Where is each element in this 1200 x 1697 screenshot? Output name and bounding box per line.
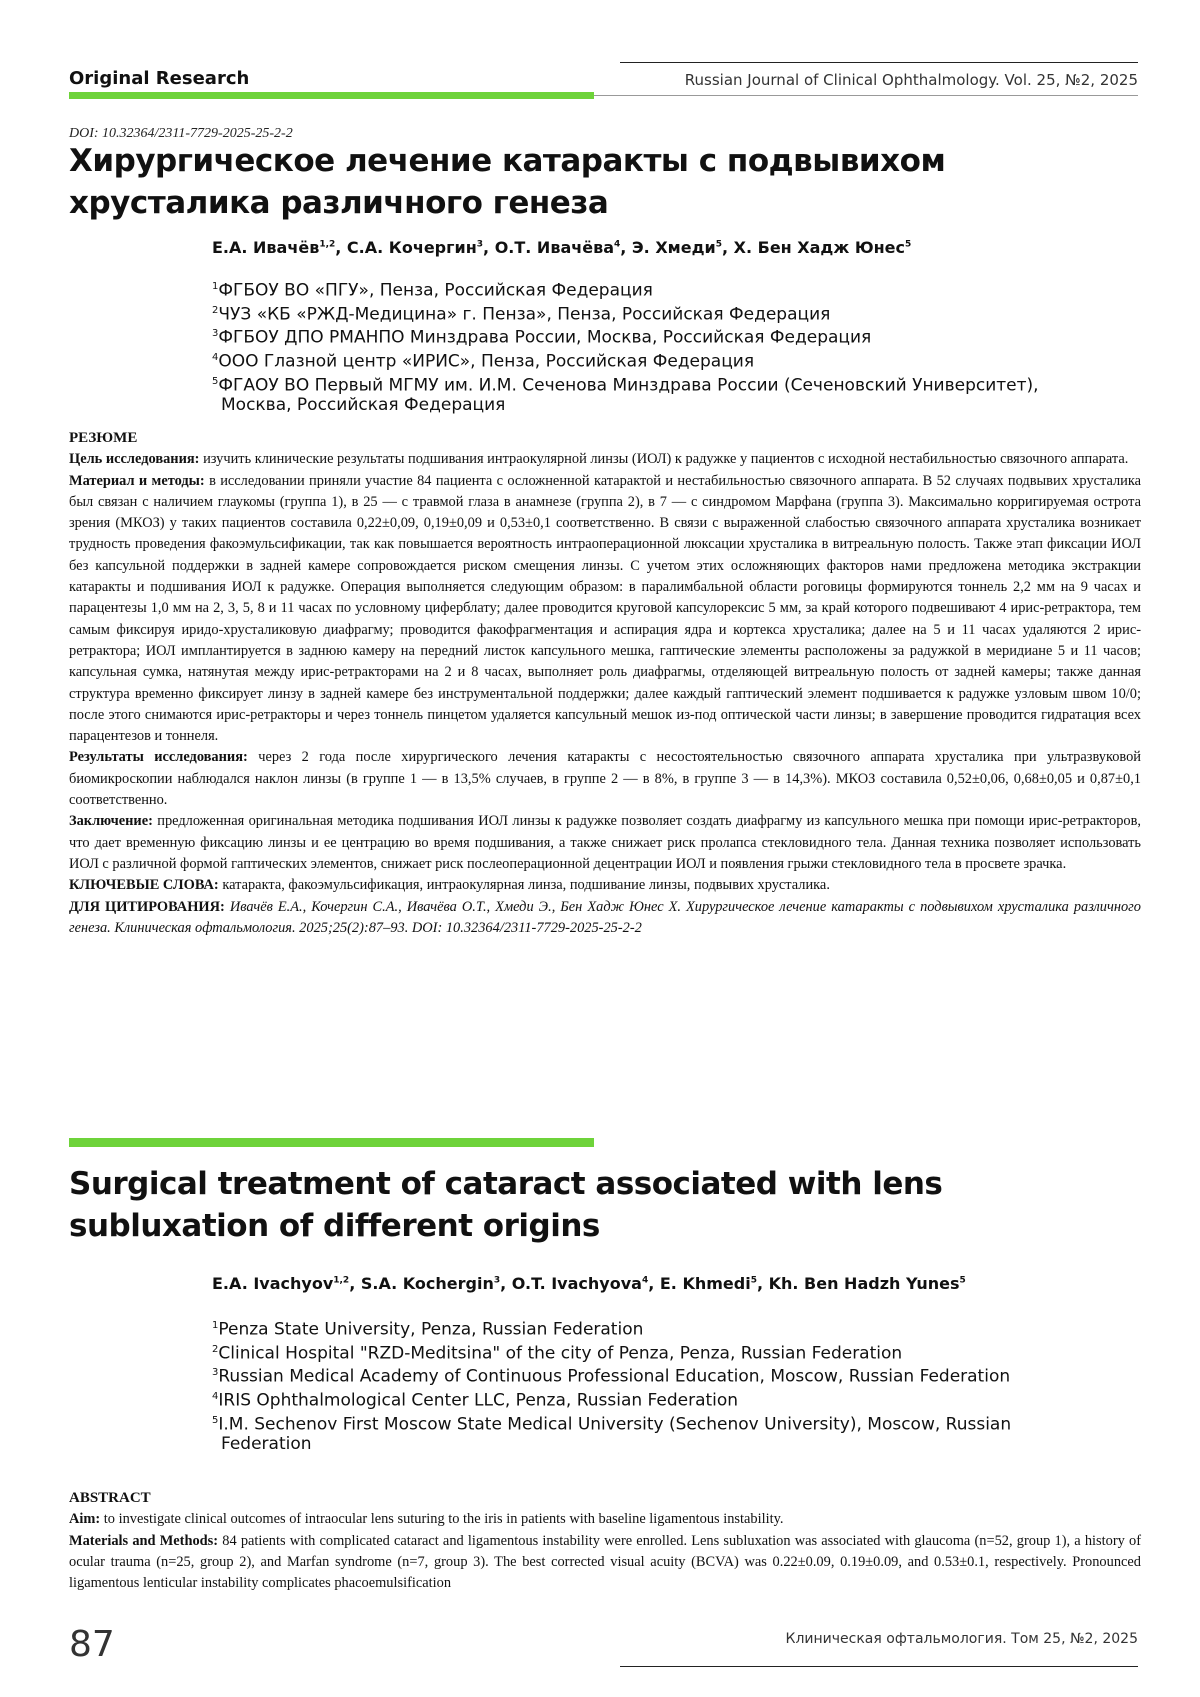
ru-keywords-text: катаракта, факоэмульсификация, интраокулярная линза, подшивание линзы, подвывих хрусталика. bbox=[222, 877, 830, 893]
ru-affiliations bbox=[212, 277, 1092, 415]
en-author bbox=[212, 1274, 349, 1293]
footer-rule bbox=[620, 1666, 1138, 1667]
en-affiliation-text: I.M. Sechenov First Moscow State Medical University (Sechenov University), Moscow, Russian Federation bbox=[218, 1414, 1011, 1454]
ru-author bbox=[632, 238, 722, 257]
ru-affiliation bbox=[212, 348, 1092, 372]
ru-cite-text: Ивачёв Е.А., Кочергин С.А., Ивачёва О.Т., Хмеди Э., Бен Хадж Юнес Х. Хирургическое лечение катаракты с подвывихом хрусталика различного генеза. Клиническая офтальмология. 2025;25(2):87–93. DOI: 10.32364/2311-7729-2025-25-2-2 bbox=[69, 899, 1141, 936]
ru-author-name: Е.А. Ивачёв bbox=[212, 238, 319, 257]
ru-abstract-heading: РЕЗЮМЕ bbox=[69, 428, 1141, 449]
ru-abstract bbox=[69, 428, 1141, 939]
en-aim bbox=[69, 1509, 1141, 1530]
ru-results bbox=[69, 747, 1141, 811]
header-rule-top bbox=[620, 62, 1138, 63]
ru-keywords-label: КЛЮЧЕВЫЕ СЛОВА: bbox=[69, 877, 219, 893]
en-author bbox=[769, 1274, 966, 1293]
en-author-affil-ref: 4 bbox=[642, 1276, 648, 1286]
ru-affiliation bbox=[212, 301, 1092, 325]
ru-affiliation-num: 2 bbox=[212, 305, 218, 316]
ru-cite-label: ДЛЯ ЦИТИРОВАНИЯ: bbox=[69, 899, 225, 915]
header-accent-bar bbox=[69, 92, 594, 99]
ru-conclusion bbox=[69, 811, 1141, 875]
ru-results-label: Результаты исследования: bbox=[69, 749, 248, 765]
ru-author bbox=[734, 238, 912, 257]
en-author bbox=[512, 1274, 648, 1293]
en-affiliations bbox=[212, 1316, 1092, 1454]
ru-affiliation-num: 3 bbox=[212, 328, 218, 339]
ru-conclusion-label: Заключение: bbox=[69, 813, 153, 829]
ru-conclusion-text: предложенная оригинальная методика подшивания ИОЛ линзы к радужке позволяет создать диафрагму из капсульного мешка при помощи ирис-ретракторов, что дает временную фиксацию линзы и ее центрацию во время подшивания, а также снижает риск пролапса стекловидного тела. Данная техника позволяет использовать ИОЛ с различной формой гаптических элементов, снижает риск послеоперационной децентрации ИОЛ и появления грыжи стекловидного тела в просвете зрачка. bbox=[69, 813, 1141, 872]
en-aim-label: Aim: bbox=[69, 1511, 100, 1527]
en-author-affil-ref: 3 bbox=[494, 1276, 500, 1286]
en-author-name: S.A. Kochergin bbox=[361, 1274, 494, 1293]
ru-methods-label: Материал и методы: bbox=[69, 473, 205, 489]
ru-author bbox=[212, 238, 335, 257]
ru-results-text: через 2 года после хирургического лечения катаракты с несостоятельностью связочного аппарата хрусталика при ультразвуковой биомикроскопии наблюдался наклон линзы (в группе 1 — в 13,5% случаев, в группе 2 — в 8%, в группе 3 — в 14,3%). МКОЗ составила 0,52±0,06, 0,68±0,05 и 0,87±0,1 соответственно. bbox=[69, 749, 1141, 808]
doi: DOI: 10.32364/2311-7729-2025-25-2-2 bbox=[69, 126, 293, 142]
en-author-name: E.A. Ivachyov bbox=[212, 1274, 333, 1293]
ru-methods bbox=[69, 471, 1141, 748]
en-affiliation-text: Penza State University, Penza, Russian Federation bbox=[218, 1320, 643, 1340]
ru-title: Хирургическое лечение катаракты с подвывихом хрусталика различного генеза bbox=[69, 140, 1149, 224]
ru-authors: Е.А. Ивачёв1,2, С.А. Кочергин3, О.Т. Ивачёва4, Э. Хмеди5, Х. Бен Хадж Юнес5 bbox=[212, 238, 911, 257]
en-affiliation-num: 4 bbox=[212, 1391, 218, 1402]
en-author-name: O.T. Ivachyova bbox=[512, 1274, 642, 1293]
en-author-name: E. Khmedi bbox=[660, 1274, 751, 1293]
ru-aim bbox=[69, 449, 1141, 470]
ru-affiliation-text: ЧУЗ «КБ «РЖД-Медицина» г. Пенза», Пенза, Российская Федерация bbox=[218, 304, 830, 324]
ru-author bbox=[495, 238, 621, 257]
en-abstract-heading: ABSTRACT bbox=[69, 1488, 1141, 1509]
ru-author-affil-ref: 1,2 bbox=[319, 240, 335, 250]
header-rule-bottom bbox=[594, 95, 1138, 96]
page-number: 87 bbox=[69, 1624, 115, 1665]
section-divider-bar bbox=[69, 1138, 594, 1147]
en-author-affil-ref: 5 bbox=[960, 1276, 966, 1286]
ru-citation bbox=[69, 897, 1141, 940]
section-label: Original Research bbox=[69, 68, 249, 89]
journal-header: Russian Journal of Clinical Ophthalmology. Vol. 25, №2, 2025 bbox=[685, 71, 1138, 89]
ru-keywords bbox=[69, 875, 1141, 896]
ru-affiliation-text: ООО Глазной центр «ИРИС», Пенза, Российская Федерация bbox=[218, 352, 754, 372]
ru-affiliation-num: 1 bbox=[212, 281, 218, 292]
ru-affiliation bbox=[212, 277, 1092, 301]
en-author bbox=[361, 1274, 500, 1293]
en-affiliation-text: IRIS Ophthalmological Center LLC, Penza, Russian Federation bbox=[218, 1391, 738, 1411]
en-affiliation bbox=[212, 1363, 1092, 1387]
en-aim-text: to investigate clinical outcomes of intraocular lens suturing to the iris in patients with baseline ligamentous instability. bbox=[104, 1511, 784, 1527]
ru-affiliation-text: ФГБОУ ДПО РМАНПО Минздрава России, Москва, Российская Федерация bbox=[218, 328, 871, 348]
ru-author-name: С.А. Кочергин bbox=[347, 238, 477, 257]
ru-author bbox=[347, 238, 483, 257]
ru-author-affil-ref: 4 bbox=[614, 240, 620, 250]
ru-aim-label: Цель исследования: bbox=[69, 451, 199, 467]
en-abstract bbox=[69, 1488, 1141, 1594]
en-authors: E.A. Ivachyov1,2, S.A. Kochergin3, O.T. Ivachyova4, E. Khmedi5, Kh. Ben Hadzh Yunes5 bbox=[212, 1274, 966, 1293]
ru-methods-text: в исследовании приняли участие 84 пациента с осложненной катарактой и нестабильностью связочного аппарата. В 52 случаях подвывих хрусталика был связан с наличием глаукомы (группа 1), в 25 — с травмой глаза в анамнезе (группа 2), в 7 — с синдромом Марфана (группа 3). Максимально корригируемая острота зрения (МКОЗ) у таких пациентов составила 0,22±0,09, 0,19±0,09 и 0,53±0,1 соответственно. В связи с выраженной слабостью связочного аппарата хрусталика возникает трудность проведения факоэмульсификации, так как повышается вероятность интраоперационной люксации хрусталика в витреальную полость. Также этап фиксации ИОЛ без капсульной поддержки в задней камере сопровождается риском смещения линзы. С учетом этих осложняющих факторов нами предложена методика экстракции катаракты и подшивания ИОЛ к радужке. Операция выполняется следующим образом: в паралимбальной области роговицы формируются тоннель 2,2 мм на 9 часах и парацентезы 1,0 мм на 2, 3, 5, 8 и 11 часах по условному циферблату; далее проводится круговой капсулорексис 5 мм, за край которого подвешивают 4 ирис-ретрактора, тем самым фиксируя иридо-хрусталиковую диафрагму; проводится факофрагментация и аспирация ядра и кортекса хрусталика; далее на 5 и 11 часах удаляются 2 ирис-ретрактора; ИОЛ имплантируется в заднюю камеру на передний листок капсульного мешка, гаптические элементы расположены за радужкой в меридиане 5 и 11 часов; капсульная сумка, натянутая между ирис-ретракторами на 2 и 8 часах, выполняет роль диафрагмы, отделяющей витреальную полость от задней камеры; также данная структура временно фиксирует линзу в задней камере без инструментальной поддержки; далее каждый гаптический элемент подшивается к радужке узловым швом 10/0; после этого снимаются ирис-ретракторы и через тоннель пинцетом удаляется капсульный мешок из-под оптической части линзы; в завершение проводится гидратация всех парацентезов и тоннеля. bbox=[69, 473, 1141, 745]
en-affiliation-text: Russian Medical Academy of Continuous Professional Education, Moscow, Russian Federation bbox=[218, 1367, 1010, 1387]
en-affiliation bbox=[212, 1316, 1092, 1340]
en-affiliation-text: Clinical Hospital "RZD-Meditsina" of the city of Penza, Penza, Russian Federation bbox=[218, 1343, 902, 1363]
en-affiliation-num: 1 bbox=[212, 1320, 218, 1331]
ru-affiliation-text: ФГАОУ ВО Первый МГМУ им. И.М. Сеченова Минздрава России (Сеченовский Университет), Москва, Российская Федерация bbox=[218, 375, 1038, 415]
ru-author-affil-ref: 5 bbox=[905, 240, 911, 250]
en-methods-label: Materials and Methods: bbox=[69, 1533, 218, 1549]
en-title: Surgical treatment of cataract associated with lens subluxation of different origins bbox=[69, 1163, 1149, 1247]
ru-affiliation bbox=[212, 324, 1092, 348]
ru-affiliation-text: ФГБОУ ВО «ПГУ», Пенза, Российская Федерация bbox=[218, 281, 652, 301]
en-author-name: Kh. Ben Hadzh Yunes bbox=[769, 1274, 960, 1293]
en-author bbox=[660, 1274, 757, 1293]
en-methods-text: 84 patients with complicated cataract and ligamentous instability were enrolled. Lens subluxation was associated with glaucoma (n=52, group 1), a history of ocular trauma (n=25, group 2), and Marfan syndrome (n=7, group 3). The best corrected visual acuity (BCVA) was 0.22±0.09, 0.19±0.09, and 0.53±0.1, respectively. Pronounced ligamentous lenticular instability complicates phacoemulsification bbox=[69, 1533, 1141, 1592]
ru-author-name: Э. Хмеди bbox=[632, 238, 716, 257]
en-affiliation bbox=[212, 1411, 1092, 1455]
en-methods bbox=[69, 1531, 1141, 1595]
ru-affiliation-num: 4 bbox=[212, 352, 218, 363]
journal-footer: Клиническая офтальмология. Том 25, №2, 2025 bbox=[786, 1631, 1138, 1647]
ru-author-affil-ref: 3 bbox=[477, 240, 483, 250]
en-affiliation bbox=[212, 1340, 1092, 1364]
en-author-affil-ref: 1,2 bbox=[333, 1276, 349, 1286]
en-author-affil-ref: 5 bbox=[751, 1276, 757, 1286]
en-affiliation-num: 3 bbox=[212, 1367, 218, 1378]
en-affiliation bbox=[212, 1387, 1092, 1411]
en-affiliation-num: 2 bbox=[212, 1344, 218, 1355]
en-affiliation-num: 5 bbox=[212, 1415, 218, 1426]
ru-affiliation bbox=[212, 372, 1092, 416]
ru-author-name: О.Т. Ивачёва bbox=[495, 238, 614, 257]
ru-affiliation-num: 5 bbox=[212, 376, 218, 387]
ru-author-affil-ref: 5 bbox=[716, 240, 722, 250]
ru-author-name: Х. Бен Хадж Юнес bbox=[734, 238, 905, 257]
ru-aim-text: изучить клинические результаты подшивания интраокулярной линзы (ИОЛ) к радужке у пациентов с исходной нестабильностью связочного аппарата. bbox=[203, 451, 1128, 467]
